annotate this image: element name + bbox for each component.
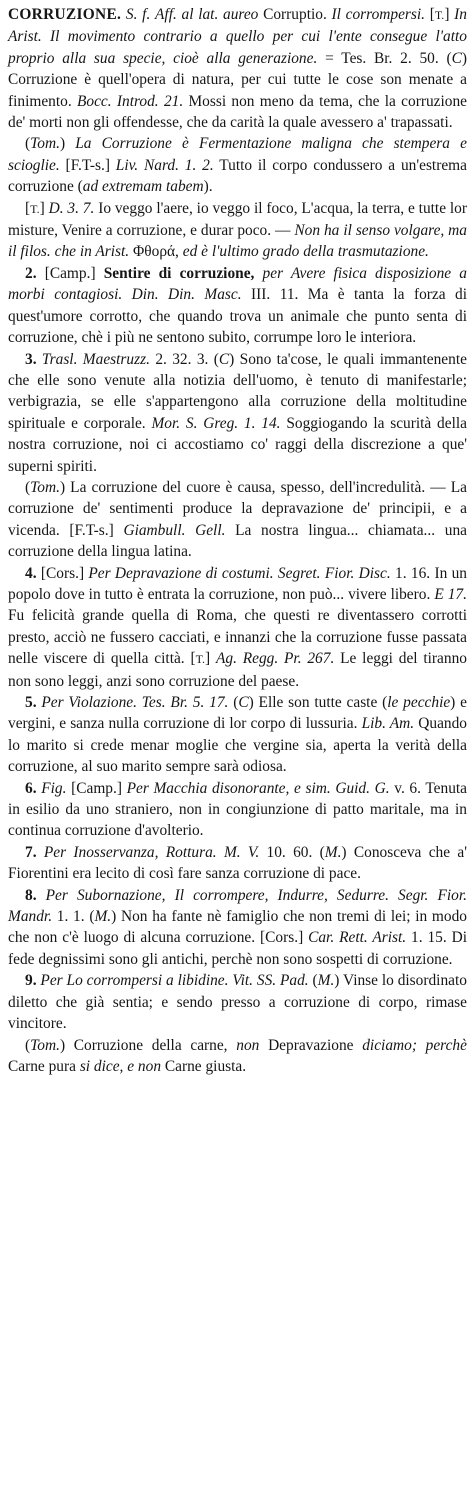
sense-7-text-b: 10. 60. [266,843,313,861]
source-t: T. [195,652,206,667]
sense-4-text-a: Per Depravazione di costumi. Segret. Fior. Disc. [88,564,391,582]
p3-text-c: Non ha il senso volgare, ma il filos. che in Arist. [8,222,467,261]
sense-5-text-c: le pecchie [387,694,451,711]
sense-3-text-e: Soggiogando la scurità della nostra corruzione, noi ci accostiamo co' raggi della discrezione a que' superni spiriti. [8,414,467,475]
sense-4-number: 4. [25,564,37,582]
entry-etymology: Aff. al lat. aureo [155,6,259,23]
sense-8: 8. Per Subornazione, Il corrompere, Indurre, Sedurre. Segr. Fior. Mandr. 1. 1. (M.) Non ha fante nè famiglio che non tremi di lei; in modo che non c'è luogo di alcuna corruzione. [Cors.] Car. Rett. Arist. 1. 15. Di fede degnissimi sono gli antichi, perchè non sono sospetti di corruzione. [8,886,467,968]
sense-3-text-c: Sono ta'cose, le quali immantenente che elle sono venute alla notizia dell'uomo, è tenuto di manifestarle; verbigrazia, se elle s'appartengono alla corruzione della moltitudine spirituale e corporale. [8,350,467,432]
paragraph-2: (Tom.) La Corruzione è Fermentazione maligna che stempera e scioglie. [F.T-s.] Liv. Nard. 1. 2. Tutto il corpo condussero a un'estrema corruzione (ad extremam tabem). [8,135,467,196]
p5-text-c: Depravazione [268,1036,354,1054]
paragraph-5: (Tom.) Corruzione della carne, non Depravazione diciamo; perchè Carne pura si dice, e non Carne giusta. [8,1036,467,1075]
paragraph-3: [T.] D. 3. 7. Io veggo l'aere, io veggo il foco, L'acqua, la terra, e tutte lor misture, Venire a corruzione, e durar poco. — Non ha il senso volgare, ma il filos. che in Arist. Φθορά, ed è l'ultimo grado della trasmutazione. [8,199,467,261]
p2-latin: ad extremam tabem [82,178,204,196]
sense-9-text-b: Vinse lo disordinato diletto che già sentia; e sendo presso a corruzione di corpo, rimase vincitore. [8,972,467,1033]
sense-3-citation: Mor. S. Greg. 1. 14. [151,414,281,432]
sense-4-text-b: 1. 16. In un popolo dove in tutto è entrata la corruzione, non può... vivere libero. [8,564,467,603]
p1-text-c: Corruzione è quell'opera di natura, per cui tutte le cose son menate a finimento. [8,71,467,110]
source-cors: Cors. [46,564,79,582]
p2-citation: Liv. Nard. 1. 2. [115,156,214,174]
source-m: M. [94,908,112,926]
sense-8-text-a: Per Subornazione, Il corrompere, Indurre, Sedurre. Segr. Fior. Mandr. [8,886,467,926]
source-t: T. [30,201,40,216]
p4-citation: Giambull. Gell. [123,521,226,539]
sense-8-number: 8. [25,886,37,904]
entry-latin: Corruptio. [263,6,327,23]
sense-6-number: 6. [25,779,37,797]
source-m: M. [324,843,342,861]
sense-3-number: 3. [25,350,37,368]
sense-8-text-e: 1. 15. Di fede degnissimi sono gli antichi, perchè non sono sospetti di corruzione. [8,929,467,968]
sense-4-text-f: Le leggi del tiranno non sono leggi, anzi sono corruzione del paese. [8,650,467,690]
sense-2-label: Sentire di corruzione, [103,264,255,282]
source-c: C [451,49,462,67]
sense-6-text-b: Per Macchia disonorante, e sim. Guid. G. [126,779,390,797]
sense-9-number: 9. [25,972,37,990]
entry-grammar: S. f. [125,6,151,23]
sense-6: 6. Fig. [Camp.] Per Macchia disonorante, e sim. Guid. G. v. 6. Tenuta in esilio da uno straniero, non in congiunzione di patto maritale, ma in continua corruzione d'avolterio. [8,779,467,840]
sense-4-text-d: Fu felicità grande quella di Roma, che questi re diventassero corrotti presto, acciò ne fussero cacciati, e innanzi che la corruzione fusse passata nelle viscere di quella città. [8,607,467,668]
p5-text-b: non [236,1036,260,1054]
p2-text-c: Tutto il corpo condussero a un'estrema corruzione [8,156,467,196]
p1-citation: Bocc. Introd. 21. [77,92,184,110]
p4-text-a: La corruzione del cuore è causa, spesso, dell'incredulità. — La corruzione de' sentimenti produce la depravazione de' principii, e a vicenda. [8,478,467,539]
sense-2-number: 2. [25,264,37,282]
sense-7-number: 7. [25,843,37,861]
p4-text-c: La nostra lingua... chiamata... una corruzione della lingua latina. [8,521,467,561]
sense-3: 3. Trasl. Maestruzz. 2. 32. 3. (C) Sono ta'cose, le quali immantenente che elle sono venute alla notizia dell'uomo, è tenuto di manifestarle; verbigrazia, se elle s'appartengono alla corruzione della moltitudine spirituale e corporale. Mor. S. Greg. 1. 14. Soggiogando la scurità della nostra corruzione, noi ci accostiamo co' raggi della discrezione a que' superni spiriti. [8,350,467,475]
source-cors: Cors. [265,929,299,947]
sense-5: 5. Per Violazione. Tes. Br. 5. 17. (C) Elle son tutte caste (le pecchie) e vergini, e sanza nulla corruzione di lor corpo di lussuria. Lib. Am. Quando lo marito si crede menar moglie che vergine sia, aperta la verità della corruzione, al suo marito sempre sarà odiosa. [8,694,467,776]
source-fts: F.T-s. [74,521,109,539]
p3-greek: Φθορά, [133,243,179,261]
p1-text-b: = Tes. Br. 2. 50. [325,49,439,67]
source-camp: Camp. [49,264,91,282]
sense-7-text-a: Per Inosservanza, Rottura. M. V. [43,843,260,861]
sense-5-number: 5. [25,694,37,711]
sense-5-citation: Lib. Am. [361,715,415,733]
source-tom: Tom. [30,135,60,153]
sense-3-text-b: 2. 32. 3. [155,350,209,368]
p5-text-a: Corruzione della carne, [73,1036,228,1054]
sense-1-definition: Il corrompersi. [331,6,426,23]
sense-2: 2. [Camp.] Sentire di corruzione, per Avere fisica disposizione a morbi contagiosi. Din. Din. Masc. III. 11. Ma è tanta la forza di quest'umore corrotto, che quando trova un animale che punto senta di corruzione, chè i più ne sentono subito, corrumpe loro le interiora. [8,264,467,347]
paragraph-4: (Tom.) La corruzione del cuore è causa, spesso, dell'incredulità. — La corruzione de' sentimenti produce la depravazione de' principii, e a vicenda. [F.T-s.] Giambull. Gell. La nostra lingua... chiamata... una corruzione della lingua latina. [8,478,467,561]
sense-6-text-a: Fig. [41,779,67,797]
source-tom: Tom. [30,478,60,496]
sense-3-text-a: Trasl. Maestruzz. [41,350,150,368]
source-m: M. [317,972,335,990]
source-fts: F.T-s. [70,156,105,174]
sense-8-citation: Car. Rett. Arist. [308,929,407,947]
sense-4-citation: Ag. Regg. Pr. 267. [215,650,335,668]
sense-5-text-a: Per Violazione. Tes. Br. 5. 17. [41,694,229,711]
sense-2-text-a: per Avere fisica disposizione a morbi contagiosi. Din. Din. Masc. [8,264,467,304]
entry-head-paragraph: CORRUZIONE. S. f. Aff. al lat. aureo Corruptio. Il corrompersi. [T.] In Arist. Il movimento contrario a quello per cui l'ente consegue l'atto proprio alla sua specie, cioè alla generazione. = Tes. Br. 2. 50. (C) Corruzione è quell'opera di natura, per cui tutte le cose son menate a finimento. Bocc. Introd. 21. Mossi non meno da tema, che la corruzione de' morti non gli offendesse, che da carità la quale avessero a' trapassati. [8,6,467,132]
p3-text-e: ed è l'ultimo grado della trasmutazione. [182,243,429,261]
p5-text-e: Carne pura [8,1057,76,1075]
p1-text-a: In Arist. Il movimento contrario a quello per cui l'ente consegue l'atto proprio alla sua specie, cioè alla generazione. [8,6,467,67]
p5-text-g: Carne giusta. [164,1057,247,1075]
sense-5-text-d: e vergini, e sanza nulla corruzione di lor corpo di lussuria. [8,694,467,733]
p5-text-f: si dice, e non [79,1057,162,1075]
sense-8-text-c: Non ha fante nè famiglio che non tremi di lei; in modo che non c'è luogo di alcuna corruzione. [8,908,467,947]
source-tom: Tom. [30,1036,60,1054]
source-c: C [218,350,230,368]
sense-2-text-b: III. 11. Ma è tanta la forza di quest'umore corrotto, che quando trova un animale che punto senta di corruzione, chè i più ne sentono subito, corrumpe loro le interiora. [8,286,467,347]
p5-text-d: diciamo; perchè [362,1036,467,1054]
p1-text-e: Mossi non meno da tema, che la corruzione de' morti non gli offendesse, che da carità la quale avessero a' trapassati. [8,92,467,132]
source-c: C [238,694,249,711]
sense-5-text-f: Quando lo marito si crede menar moglie che vergine sia, aperta la verità della corruzione, al suo marito sempre sarà odiosa. [8,715,467,776]
sense-9-text-a: Per Lo corrompersi a libidine. Vit. SS. Pad. [40,972,309,990]
sense-7-text-c: Conosceva che a' Fiorentini era lecito di così fare sanza corruzione di pace. [8,843,467,883]
entry-headword: CORRUZIONE. [8,6,122,23]
sense-7: 7. Per Inosservanza, Rottura. M. V. 10. 60. (M.) Conosceva che a' Fiorentini era lecito di così fare sanza corruzione di pace. [8,843,467,883]
source-t: T. [434,8,445,22]
source-camp: Camp. [76,779,117,797]
sense-4: 4. [Cors.] Per Depravazione di costumi. Segret. Fior. Disc. 1. 16. In un popolo dove in tutto è entrata la corruzione, non può... vivere libero. E 17. Fu felicità grande quella di Roma, che questi re diventassero corrotti presto, acciò ne fussero cacciati, e innanzi che la corruzione fusse passata nelle viscere di quella città. [T.] Ag. Regg. Pr. 267. Le leggi del tiranno non sono leggi, anzi sono corruzione del paese. [8,564,467,690]
sense-6-text-c: v. 6. Tenuta in esilio da uno straniero, non in congiunzione di patto maritale, ma in continua corruzione d'avolterio. [8,779,467,840]
p3-text-b: Io veggo l'aere, io veggo il foco, L'acqua, la terra, e tutte lor misture, Venire a corruzione, e durar poco. — [8,199,467,240]
p2-text-a: La Corruzione è Fermentazione maligna che stempera e scioglie. [8,135,467,174]
sense-5-text-b: Elle son tutte caste [258,694,378,711]
p3-citation: D. 3. 7. [48,199,95,217]
sense-8-text-b: 1. 1. [56,908,85,926]
sense-9: 9. Per Lo corrompersi a libidine. Vit. SS. Pad. (M.) Vinse lo disordinato diletto che già sentia; e sendo presso a corruzione di corpo, rimase vincitore. [8,972,467,1033]
sense-4-text-c: E 17. [434,585,467,603]
